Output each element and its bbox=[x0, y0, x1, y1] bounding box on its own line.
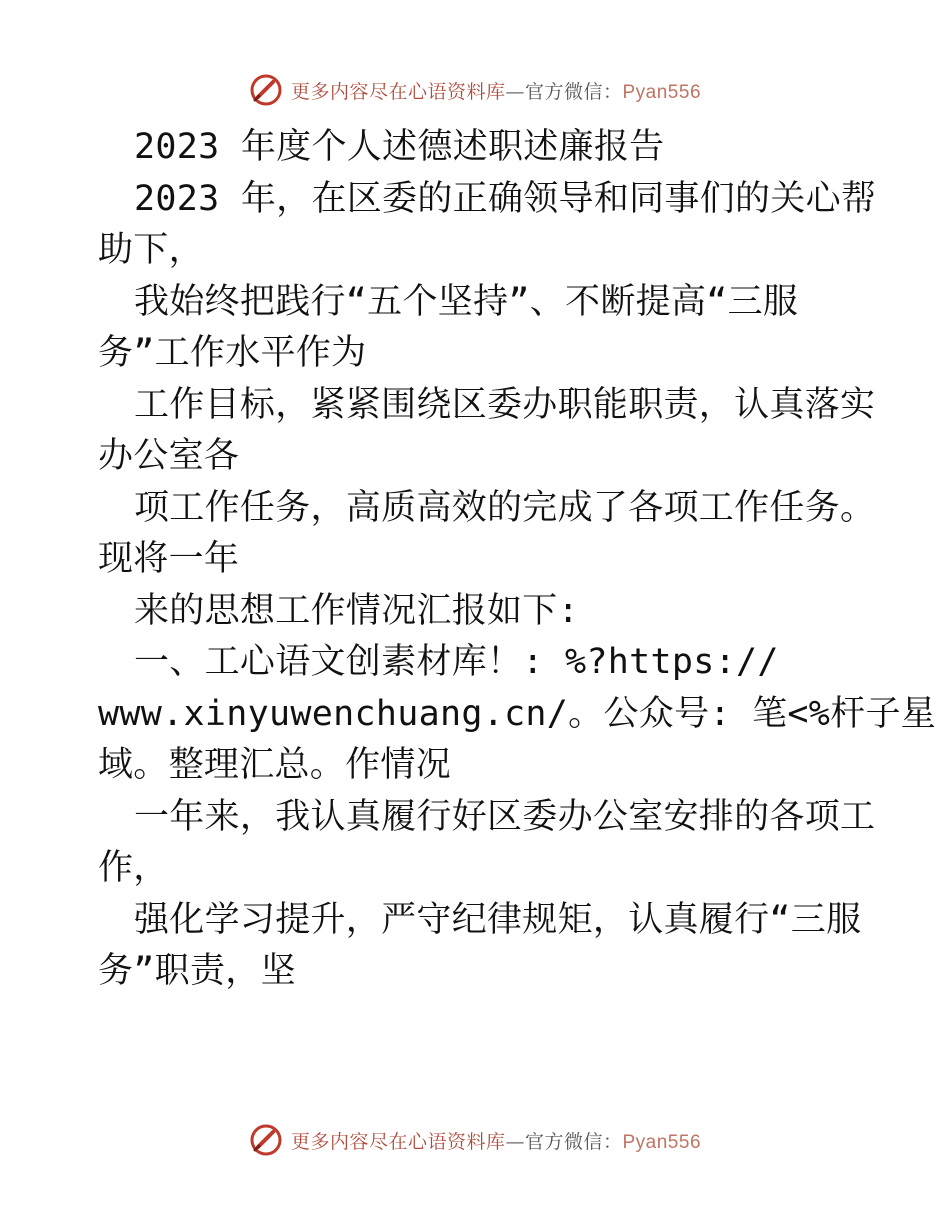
doc-line-5: 工作目标，紧紧围绕区委办职能职责，认真落实 bbox=[134, 384, 876, 425]
brush-logo-icon bbox=[249, 73, 283, 107]
header-banner-text bbox=[291, 77, 701, 104]
doc-line-12: 域。整理汇总。作情况 bbox=[98, 745, 452, 785]
doc-title: 2023 年度个人述德述职述廉报告 bbox=[134, 127, 665, 167]
doc-line-11: www.xinyuwenchuang.cn/。公众号: 笔<%杆子星 bbox=[98, 693, 937, 734]
doc-line-16: 务”职责，坚 bbox=[98, 951, 296, 991]
footer-watermark-banner bbox=[0, 1120, 950, 1160]
doc-line-2: 助下， bbox=[98, 230, 204, 270]
header-banner-wechat: 官方微信： bbox=[524, 80, 623, 103]
doc-line-7: 项工作任务，高质高效的完成了各项工作任务。 bbox=[134, 487, 876, 528]
doc-line-8: 现将一年 bbox=[98, 539, 240, 579]
document-body bbox=[98, 122, 937, 998]
doc-line-9: 来的思想工作情况汇报如下: bbox=[134, 590, 579, 631]
doc-line-15: 强化学习提升，严守纪律规矩，认真履行“三服 bbox=[134, 899, 862, 940]
doc-line-6: 办公室各 bbox=[98, 436, 240, 476]
footer-banner-id: Pyan556 bbox=[622, 1131, 702, 1153]
doc-line-1: 2023 年，在区委的正确领导和同事们的关心帮 bbox=[134, 178, 877, 219]
header-banner-main: 更多内容尽在心语资料库 bbox=[290, 80, 506, 103]
doc-line-3: 我始终把践行“五个坚持”、不断提高“三服 bbox=[134, 281, 799, 322]
doc-line-13: 一年来，我认真履行好区委办公室安排的各项工 bbox=[134, 796, 876, 837]
footer-banner-separator: — bbox=[505, 1130, 525, 1153]
footer-banner-text bbox=[291, 1127, 701, 1154]
doc-line-4: 务”工作水平作为 bbox=[98, 333, 367, 373]
header-banner-separator: — bbox=[505, 80, 525, 103]
doc-line-14: 作， bbox=[98, 848, 169, 888]
header-banner-id: Pyan556 bbox=[622, 81, 702, 103]
footer-banner-wechat: 官方微信： bbox=[524, 1130, 623, 1153]
brush-logo-icon bbox=[249, 1123, 283, 1157]
doc-line-10: 一、工心语文创素材库！: %?https:// bbox=[134, 642, 779, 682]
header-watermark-banner bbox=[0, 70, 950, 110]
footer-banner-main: 更多内容尽在心语资料库 bbox=[290, 1130, 506, 1153]
